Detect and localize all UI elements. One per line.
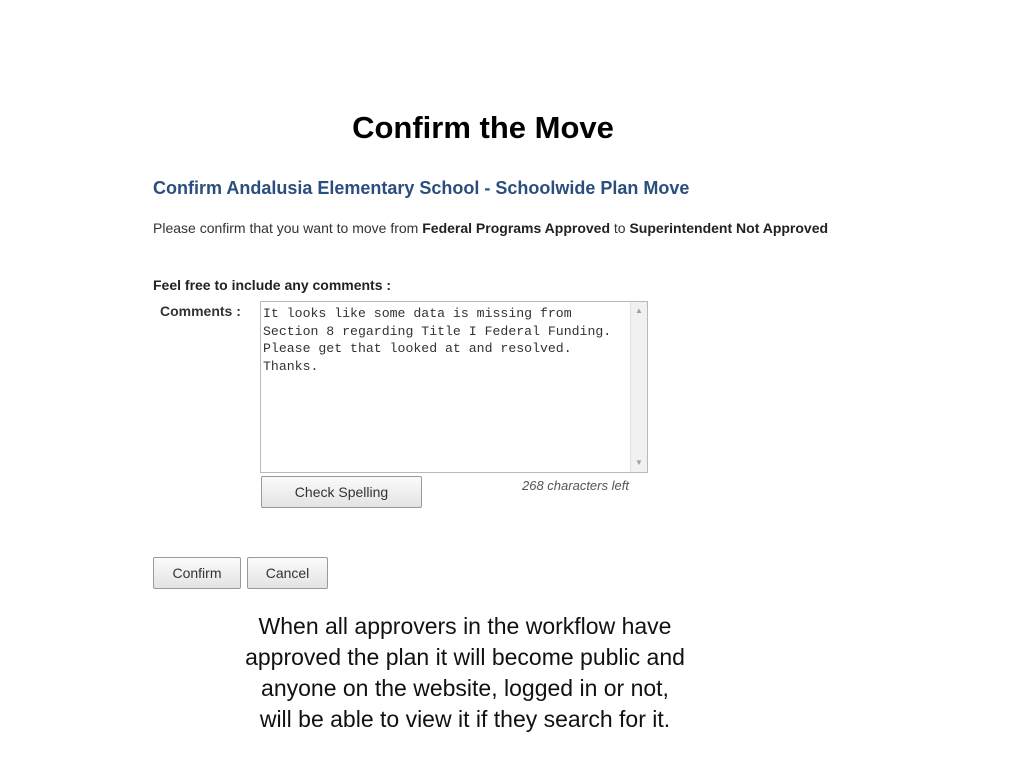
check-spelling-button[interactable]: Check Spelling xyxy=(261,476,422,508)
cancel-button[interactable]: Cancel xyxy=(247,557,328,589)
caption-line: anyone on the website, logged in or not, xyxy=(261,675,669,701)
comments-box xyxy=(260,301,648,473)
slide-caption xyxy=(200,611,730,735)
confirm-to: to xyxy=(613,220,626,236)
to-state: Superintendent Not Approved xyxy=(629,220,829,236)
scroll-up-icon[interactable]: ▲ xyxy=(635,306,643,315)
from-state: Federal Programs Approved xyxy=(422,220,610,236)
confirm-button[interactable]: Confirm xyxy=(153,557,241,589)
slide-title: Confirm the Move xyxy=(352,110,614,145)
caption-line: will be able to view it if they search for it. xyxy=(259,706,671,732)
caption-line: approved the plan it will become public and xyxy=(245,644,685,670)
comments-prompt: Feel free to include any comments : xyxy=(153,277,392,293)
characters-left-counter: 268 characters left xyxy=(522,478,629,493)
comments-textarea[interactable] xyxy=(261,302,631,472)
confirm-prefix: Please confirm that you want to move from xyxy=(153,220,419,236)
scroll-down-icon[interactable]: ▼ xyxy=(635,458,643,467)
comments-scrollbar[interactable] xyxy=(630,302,647,472)
comments-label: Comments : xyxy=(160,303,241,319)
confirm-message xyxy=(153,218,883,238)
caption-line: When all approvers in the workflow have xyxy=(258,613,672,639)
dialog-heading: Confirm Andalusia Elementary School - Schoolwide Plan Move xyxy=(153,178,690,198)
